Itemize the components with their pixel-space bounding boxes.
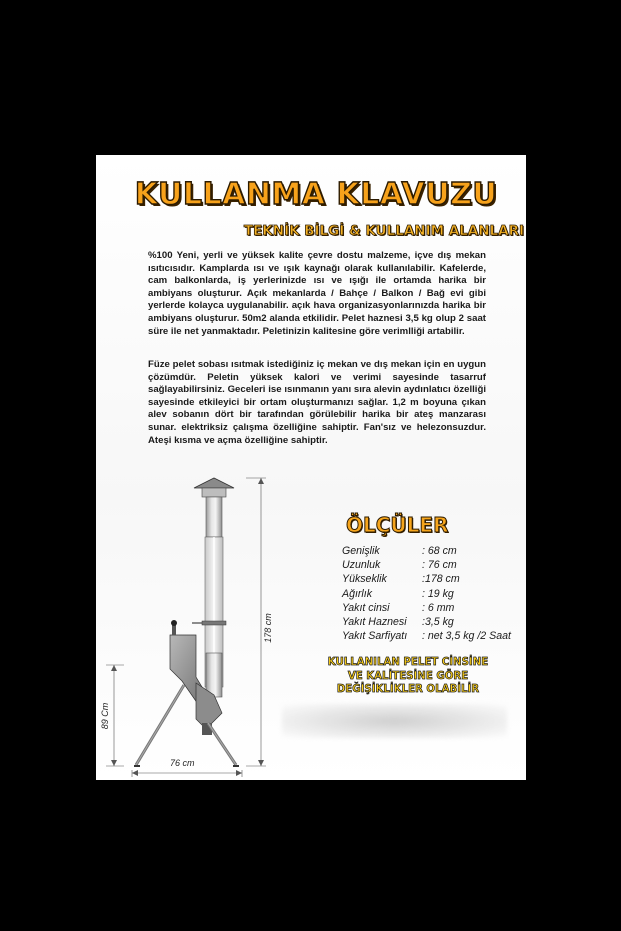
note-line-3: DEĞİŞİKLİKLER OLABİLİR — [336, 684, 480, 695]
bottom-black-bar — [0, 780, 621, 931]
page-subtitle: TEKNİK BİLGİ & KULLANIM ALANLARI — [243, 223, 524, 239]
blurred-area — [282, 704, 507, 738]
chimney-pipe — [206, 497, 222, 537]
top-black-bar — [0, 0, 621, 155]
spec-value: : net 3,5 kg /2 Saat — [422, 630, 511, 643]
spec-label: Yakıt Haznesi — [342, 615, 407, 628]
spec-label: Uzunluk — [342, 559, 381, 572]
spec-label: Genişlik — [342, 545, 380, 557]
height-label: 178 cm — [263, 613, 273, 643]
width-dimension-line — [132, 770, 242, 777]
description-paragraph-1: %100 Yeni, yerli ve yüksek kalite çevre dostu malzeme, içve dış mekan ısıtıcısıdır. Kamplarda ısı ve ışık kaynağı olarak kullanılabilir. Kafelerde, cam balkonlarda, iş yerlerinizde ısı ve ışığı ile ortamda harika bir ambiyans oluşturur. Açık mekanlarda / Bahçe / Balkon / Bağ evi gibi yerlerde kolayca uygulanabilir. açık hava organizasyonlarınızda harika bir ambiyans oluşturur. 50m2 alanda etkilidir. Pelet haznesi 3,5 kg olup 2 saat süre ile net yanmaktadır. Peletinizin kalitesine göre verimlliği artabilir. — [148, 250, 486, 337]
note-line-1: KULLANILAN PELET CİNSİNE — [327, 657, 489, 668]
manual-sheet — [96, 155, 526, 780]
width-label: 76 cm — [170, 758, 195, 768]
chimney-cap — [194, 478, 234, 497]
note-line-2: VE KALİTESİNE GÖRE — [347, 670, 469, 682]
spec-value: : 76 cm — [422, 559, 457, 572]
spec-label: Yükseklik — [342, 573, 387, 586]
pellet-quality-note — [296, 656, 520, 697]
spec-value: :3,5 kg — [422, 615, 454, 628]
spec-label: Yakıt cinsi — [342, 601, 390, 614]
spec-value: : 6 mm — [422, 601, 455, 614]
spec-value: : 19 kg — [422, 587, 454, 600]
spec-label: Ağırlık — [342, 587, 373, 600]
spec-value: : 68 cm — [422, 545, 457, 557]
side-height-label: 89 Cm — [100, 702, 110, 730]
description-paragraph-2: Füze pelet sobası ısıtmak istediğiniz iç mekan ve dış mekan için en uygun çözümdür. Peletin yüksek kalori ve verimi sayesinde tasarruf sağlayabilirsiniz. Geceleri ise ısınmanın yanı sıra alevin aydınlatıcı özelliği sayesinde etkileyici bir ortam oluşturmanızı sağlar. 1,2 m boyuna çıkan alev sobanın dört bir tarafından görülebilir harika bir ateş manzarası sunar. elektriksiz çalışma özelliğine sahiptir. Fan'sız ve helezonsuzdur. Ateşi kısma ve açma özelliğine sahiptir. — [148, 359, 486, 446]
page-title: KULLANMA KLAVUZU — [134, 177, 498, 212]
specs-title: ÖLÇÜLER — [346, 513, 449, 537]
spec-value: :178 cm — [422, 573, 460, 586]
spec-label: Yakıt Sarfiyatı — [342, 630, 408, 643]
